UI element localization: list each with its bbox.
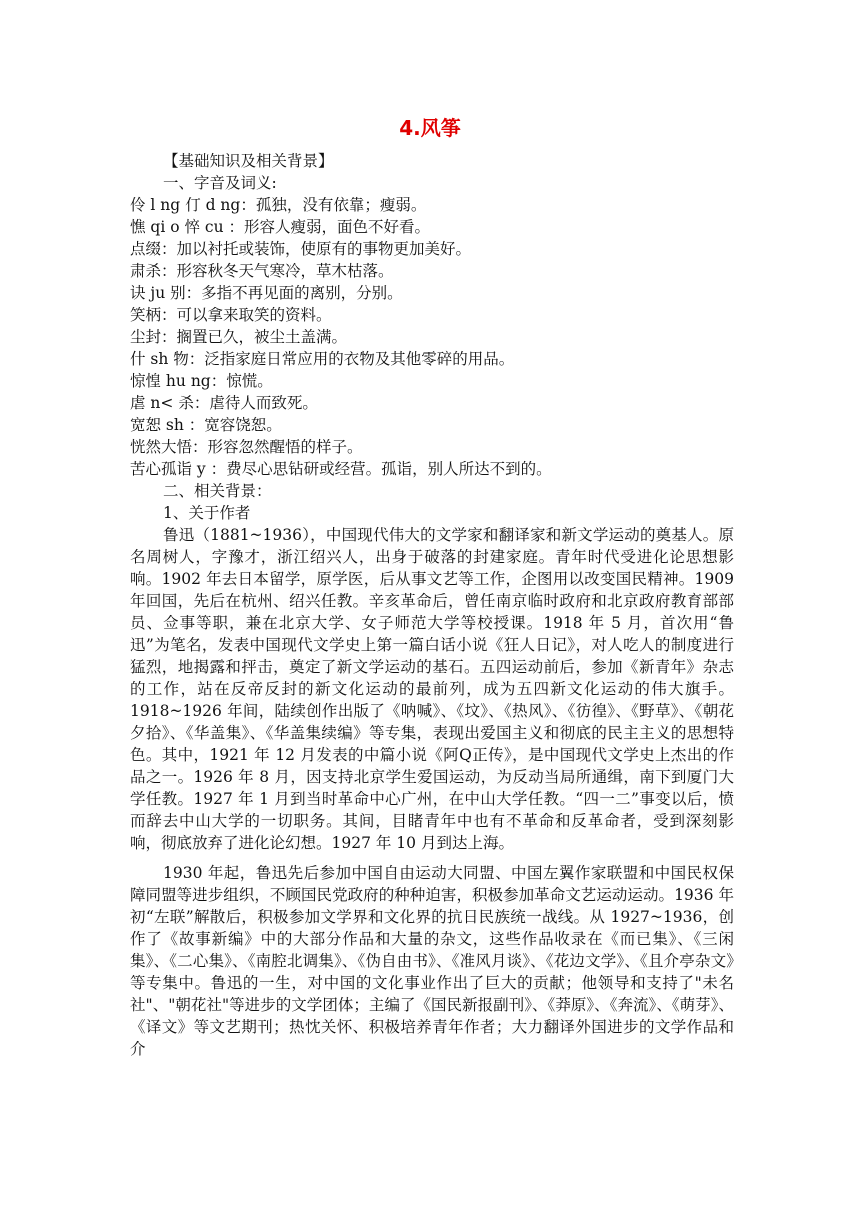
page-title: 4.风筝 bbox=[399, 116, 461, 140]
author-paragraph-1: 鲁迅（1881~1936），中国现代伟大的文学家和翻译家和新文学运动的奠基人。原名周树人，字豫才，浙江绍兴人，出身于破落的封建家庭。青年时代受进化论思想影响。1902 年去日本留学，原学医，后从事文艺等工作，企图用以改变国民精神。1909 年回国，先后在杭州、绍兴任教。辛亥革命后，曾任南京临时政府和北京政府教育部部员、佥事等职，兼在北京大学、女子师范大学等校授课。1918 年 5 月，首次用“鲁迅”为笔名，发表中国现代文学史上第一篇白话小说《狂人日记》，对人吃人的制度进行猛烈，地揭露和抨击，奠定了新文学运动的基石。五四运动前后，参加《新青年》杂志的工作，站在反帝反封的新文化运动的最前列，成为五四新文化运动的伟大旗手。1918~1926 年间，陆续创作出版了《呐喊》、《坟》、《热风》、《彷徨》、《野草》、《朝花夕拾》、《华盖集》、《华盖集续编》等专集，表现出爱国主义和彻底的民主主义的思想特色。其中，1921 年 12 月发表的中篇小说《阿Q正传》，是中国现代文学史上杰出的作品之一。1926 年 8 月，因支持北京学生爱国运动，为反动当局所通缉，南下到厦门大学任教。1927 年 1 月到当时革命中心广州，在中山大学任教。“四一二”事变以后，愤而辞去中山大学的一切职务。其间，目睹青年中也有不革命和反革命者，受到深刻影响，彻底放弃了进化论幻想。1927 年 10 月到达上海。 bbox=[130, 526, 734, 852]
part2-heading: 二、相关背景： bbox=[163, 482, 272, 500]
vocab-item: 笑柄：可以拿来取笑的资料。 bbox=[130, 306, 332, 324]
vocab-item: 尘封：搁置已久，被尘土盖满。 bbox=[130, 328, 348, 346]
vocab-item: 苦心孤诣 y ：费尽心思钻研或经营。孤诣，别人所达不到的。 bbox=[130, 460, 552, 478]
vocab-item: 伶 l ng 仃 d ng：孤独，没有依靠；瘦弱。 bbox=[130, 196, 427, 214]
vocab-item: 点缀：加以衬托或装饰，使原有的事物更加美好。 bbox=[130, 240, 472, 258]
vocab-item: 什 sh 物：泛指家庭日常应用的衣物及其他零碎的用品。 bbox=[130, 350, 515, 368]
vocab-item: 宽恕 sh ：宽容饶恕。 bbox=[130, 416, 282, 434]
sub1-heading: 1、关于作者 bbox=[163, 504, 251, 522]
vocab-item: 憔 qi o 悴 cu ：形容人瘦弱，面色不好看。 bbox=[130, 218, 431, 236]
section-heading: 【基础知识及相关背景】 bbox=[163, 152, 334, 170]
vocab-item: 惊惶 hu ng：惊慌。 bbox=[130, 372, 273, 390]
vocab-item: 虐 n< 杀：虐待人而致死。 bbox=[130, 394, 318, 412]
vocab-item: 诀 ju 别：多指不再见面的离别，分别。 bbox=[130, 284, 403, 302]
author-paragraph-2: 1930 年起，鲁迅先后参加中国自由运动大同盟、中国左翼作家联盟和中国民权保障同盟等进步组织，不顾国民党政府的种种迫害，积极参加革命文艺运动运动。1936 年初“左联”解散后，积极参加文学界和文化界的抗日民族统一战线。从 1927~1936，创作了《故事新编》中的大部分作品和大量的杂文，这些作品收录在《而已集》、《三闲集》、《二心集》、《南腔北调集》、《伪自由书》、《准风月谈》、《花边文学》、《且介亭杂文》等专集中。鲁迅的一生，对中国的文化事业作出了巨大的贡献；他领导和支持了"未名社"、"朝花社"等进步的文学团体；主编了《国民新报副刊》、《莽原》、《奔流》、《萌芽》、《译文》等文艺期刊；热忱关怀、积极培养青年作者；大力翻译外国进步的文学作品和介 bbox=[130, 864, 734, 1058]
part1-heading: 一、字音及词义: bbox=[163, 174, 277, 192]
vocab-item: 恍然大悟：形容忽然醒悟的样子。 bbox=[130, 438, 363, 456]
vocab-item: 肃杀：形容秋冬天气寒冷，草木枯落。 bbox=[130, 262, 394, 280]
